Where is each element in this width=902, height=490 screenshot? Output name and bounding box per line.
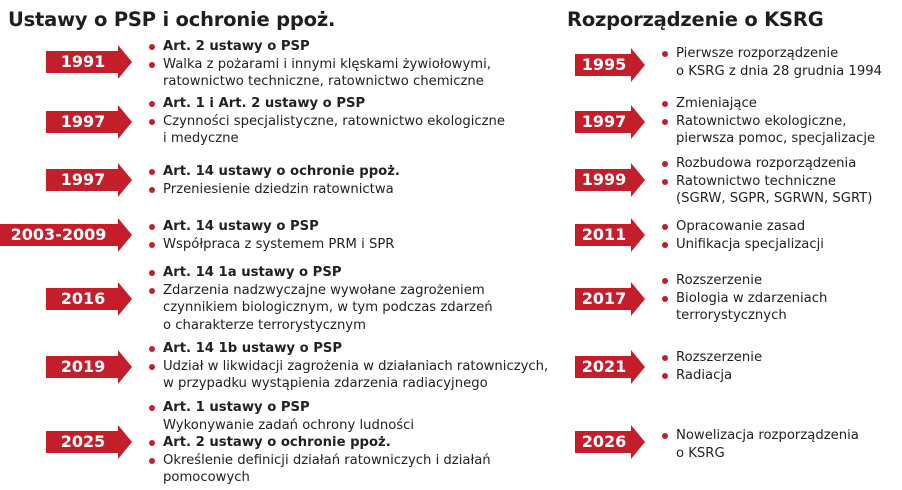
list-item [149,56,491,91]
item-text-line: Pierwsze rozporządzenie [676,46,839,61]
bullet-dot-icon [149,44,155,50]
item-text-line: Określenie definicji działań ratowniczych i działań [163,452,491,468]
item-text-line: czynnikiem biologicznym, w tym podczas zdarzeń [163,300,493,315]
year-label: 2019 [60,357,106,376]
entry-items [662,95,875,148]
bullet-dot-icon [149,187,155,193]
item-text-line: Art. 14 1b ustawy o PSP [163,341,343,356]
entry-items [662,155,872,208]
item-text-line: Zdarzenia nadzwyczajne wywołane zagrożeniem [163,282,485,298]
year-arrow [46,282,132,316]
item-text-line: Czynności specjalistyczne, ratownictwo ekologiczne [163,113,506,129]
item-text-line: w przypadku wystąpienia zdarzenia radiacyjnego [163,376,488,391]
item-text-line: Art. 2 ustawy o ochronie ppoż. [163,435,391,450]
item-text-line: Współpraca z systemem PRM i SPR [163,236,395,252]
list-item [149,236,394,254]
bullet-dot-icon [662,224,668,230]
right-column-title: Rozporządzenie o KSRG [567,8,824,31]
bullet-dot-icon [662,119,668,125]
item-text-line: Art. 14 1a ustawy o PSP [163,265,342,280]
list-item [149,218,394,236]
bullet-dot-icon [662,296,668,302]
item-text-line: Przeniesienie dziedzin ratownictwa [163,181,394,197]
year-arrow [575,218,645,252]
item-text-line: o KSRG z dnia 28 grudnia 1994 [676,63,882,79]
bullet-dot-icon [149,364,155,370]
item-text-line: Rozszerzenie [676,350,763,365]
item-text-line: Ratownictwo techniczne [676,173,837,189]
left-column-title: Ustawy o PSP i ochronie ppoż. [8,8,336,31]
list-item [149,95,505,113]
bullet-dot-icon [662,242,668,248]
bullet-dot-icon [662,433,668,439]
entry-items [149,264,493,334]
list-item [662,272,827,290]
item-text-line: (SGRW, SGPR, SGRWN, SGRT) [676,191,873,206]
entry-items [149,95,505,148]
year-label: 1997 [60,112,106,131]
entry-items [662,427,859,462]
year-arrow [46,350,132,384]
list-item [662,349,762,367]
item-text-line: pierwsza pomoc, specjalizacje [676,131,876,146]
bullet-dot-icon [149,242,155,248]
item-text-line: i medyczne [163,131,239,146]
bullet-dot-icon [149,270,155,276]
year-label: 1991 [60,52,106,71]
year-arrow [575,105,645,139]
list-item [662,155,872,173]
year-label: 2026 [581,432,627,451]
bullet-dot-icon [662,373,668,379]
item-text-line: Walka z pożarami i innymi klęskami żywiołowymi, [163,56,491,72]
entry-items [149,399,491,487]
item-text-line: ratownictwo techniczne, ratownictwo chemiczne [163,74,484,89]
entry-items [149,38,491,91]
list-item [662,367,762,385]
item-text-line: o KSRG [676,445,725,461]
list-item [149,282,493,335]
year-label: 2003-2009 [10,225,107,244]
item-text-line: Zmieniające [676,96,757,111]
list-item [149,181,400,199]
list-item [662,95,875,113]
item-text-line: Wykonywanie zadań ochrony ludności [163,417,415,433]
list-item [149,340,548,358]
item-text-line: Nowelizacja rozporządzenia [676,428,859,443]
item-text-line: Opracowanie zasad [676,219,806,234]
list-item [149,452,491,487]
list-item [149,113,505,148]
list-item [662,173,872,208]
entry-items [662,272,827,325]
bullet-dot-icon [149,101,155,107]
bullet-dot-icon [662,278,668,284]
bullet-dot-icon [149,440,155,446]
bullet-dot-icon [149,405,155,411]
item-text-line: Art. 1 ustawy o PSP [163,400,310,415]
item-text-line: Art. 2 ustawy o PSP [163,39,310,54]
year-label: 2025 [60,432,106,451]
list-item [149,399,491,417]
year-label: 2021 [581,357,627,376]
bullet-dot-icon [149,119,155,125]
bullet-dot-icon [662,179,668,185]
item-text-line: Ratownictwo ekologiczne, [676,113,847,129]
year-arrow [575,282,645,316]
year-label: 1999 [581,170,627,189]
bullet-dot-icon [662,101,668,107]
list-item [662,427,859,462]
entry-items [149,218,394,253]
item-text-line: Rozbudowa rozporządzenia [676,156,857,171]
list-item [149,163,400,181]
entry-items [149,163,400,198]
list-item [662,236,824,254]
year-label: 2016 [60,289,106,308]
year-label: 1995 [581,55,627,74]
item-text-line: Unifikacja specjalizacji [676,236,824,252]
year-arrow [575,163,645,197]
year-arrow [575,350,645,384]
item-text-line: terrorystycznych [676,308,787,323]
year-arrow [46,163,132,197]
year-label: 2017 [581,289,627,308]
entry-items [662,218,824,253]
year-arrow [0,218,132,252]
list-item [149,358,548,393]
item-text-line: Art. 1 i Art. 2 ustawy o PSP [163,96,366,111]
year-arrow [46,105,132,139]
bullet-dot-icon [662,355,668,361]
item-text-line: Udział w likwidacji zagrożenia w działaniach ratowniczych, [163,358,549,374]
bullet-dot-icon [149,346,155,352]
bullet-dot-icon [149,62,155,68]
list-item [662,290,827,325]
bullet-dot-icon [149,458,155,464]
list-item [149,417,491,435]
bullet-dot-icon [662,51,668,57]
item-text-line: Biologia w zdarzeniach [676,290,828,306]
year-arrow [575,425,645,459]
item-text-line: o charakterze terrorystycznym [163,317,366,333]
list-item [149,264,493,282]
item-text-line: pomocowych [163,470,250,485]
item-text-line: Art. 14 ustawy o ochronie ppoż. [163,164,400,179]
item-text-line: Radiacja [676,367,733,383]
year-arrow [46,425,132,459]
year-label: 1997 [60,170,106,189]
bullet-dot-icon [149,224,155,230]
list-item [149,38,491,56]
entry-items [149,340,548,393]
list-item [662,113,875,148]
list-item [662,45,882,80]
list-item [662,218,824,236]
entry-items [662,45,882,80]
item-text-line: Rozszerzenie [676,273,763,288]
year-arrow [575,48,645,82]
year-label: 2011 [581,225,627,244]
bullet-dot-icon [149,288,155,294]
year-label: 1997 [581,112,627,131]
year-arrow [46,45,132,79]
bullet-dot-icon [662,161,668,167]
list-item [149,434,491,452]
entry-items [662,349,762,384]
item-text-line: Art. 14 ustawy o PSP [163,219,319,234]
bullet-dot-icon [149,169,155,175]
